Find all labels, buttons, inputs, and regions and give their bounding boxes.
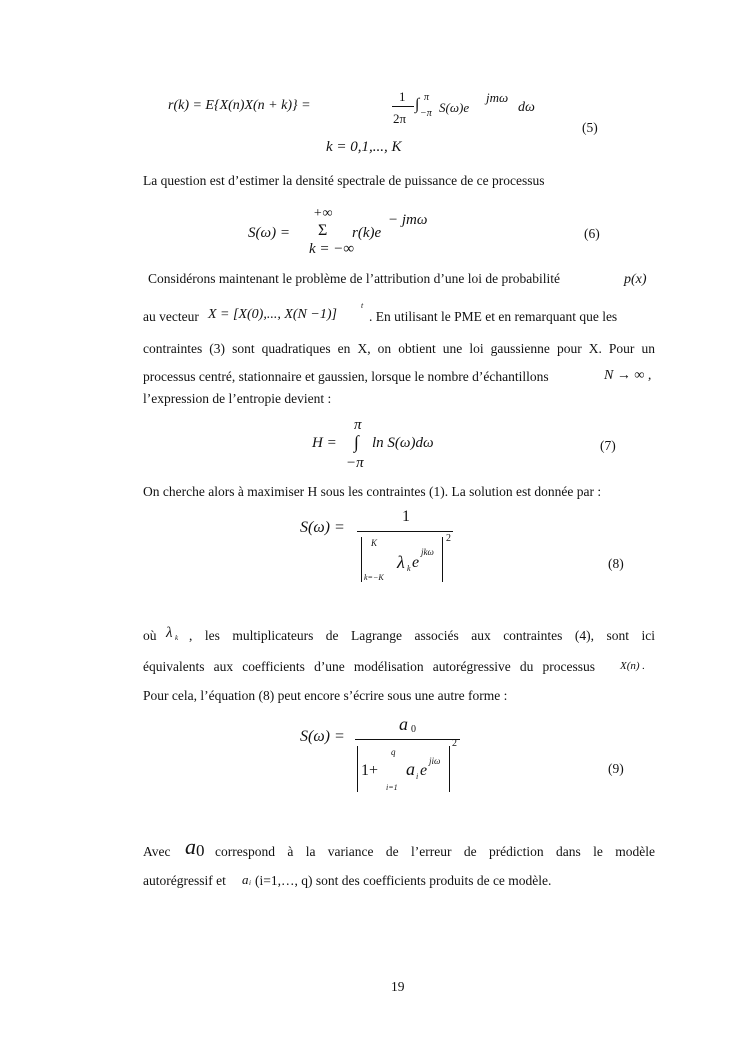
page-number: 19 bbox=[391, 979, 405, 994]
eq9-one-plus: 1+ bbox=[361, 762, 379, 779]
eq5-exponent: jmω bbox=[486, 90, 509, 105]
paragraph-3: On cherche alors à maximiser H sous les contraintes (1). La solution est donnée par : bbox=[143, 484, 602, 499]
eq8-sum-lower: k=−K bbox=[364, 573, 384, 582]
paragraph-1: La question est d’estimer la densité spectrale de puissance de ce processus bbox=[143, 173, 545, 188]
eq8-abs-right bbox=[442, 537, 443, 582]
eq9-power: 2 bbox=[452, 738, 457, 749]
eq7-integrand: ln S(ω)dω bbox=[372, 435, 434, 451]
eq5-condition: k = 0,1,..., K bbox=[326, 139, 402, 155]
eq8-abs-left bbox=[361, 537, 362, 582]
eq9-number: (9) bbox=[608, 761, 624, 776]
eq6-sum-upper: +∞ bbox=[313, 206, 333, 221]
eq9-abs-right bbox=[449, 746, 450, 792]
eq6-exponent: − jmω bbox=[388, 212, 428, 228]
eq9-a: a bbox=[406, 759, 415, 779]
eq8-lambda-sub: k bbox=[407, 564, 411, 573]
paragraph-2-math-px: p(x) bbox=[624, 272, 647, 287]
paragraph-5-ai: a bbox=[242, 872, 249, 887]
paragraph-2-line-3: contraintes (3) sont quadratiques en X, on obtient une loi gaussienne pour X. Pour un bbox=[143, 341, 655, 356]
paragraph-5-a0-sub: 0 bbox=[196, 841, 205, 860]
paragraph-5-a0: a bbox=[185, 834, 196, 859]
eq8-power: 2 bbox=[446, 533, 451, 544]
eq9-e: e bbox=[420, 762, 428, 779]
eq8-e: e bbox=[412, 554, 420, 571]
eq5-number: (5) bbox=[582, 120, 598, 135]
paragraph-2-line-2-start: au vecteur bbox=[143, 309, 199, 324]
eq9-abs-left bbox=[357, 746, 358, 792]
eq5-differential: dω bbox=[518, 100, 535, 115]
eq9-fraction-bar bbox=[355, 739, 460, 740]
paragraph-2-transpose: t bbox=[361, 301, 364, 310]
eq5-integrand: S(ω)e bbox=[439, 100, 470, 115]
eq9-sum-lower: i=1 bbox=[386, 783, 398, 792]
eq6-sum: Σ bbox=[318, 222, 328, 239]
paragraph-4-lambda-sub: k bbox=[175, 634, 179, 642]
eq7-lhs: H = bbox=[312, 435, 337, 451]
eq7-integral: ∫ bbox=[354, 432, 359, 452]
paragraph-5-ai-sub: i bbox=[249, 879, 251, 887]
eq9-numerator-sub: 0 bbox=[411, 724, 416, 735]
eq5-upper-limit: π bbox=[424, 92, 430, 103]
paragraph-4-lambda: λ bbox=[166, 625, 173, 641]
eq5-lhs: r(k) = E{X(n)X(n + k)} = bbox=[168, 98, 311, 113]
eq7-lower-limit: −π bbox=[346, 455, 364, 471]
paragraph-5-start: Avec bbox=[143, 844, 171, 859]
eq8-lhs: S(ω) = bbox=[300, 519, 345, 536]
paragraph-4-line-2: équivalents aux coefficients d’une modélisation autorégressive du processus bbox=[143, 659, 595, 674]
eq8-exponent: jkω bbox=[421, 547, 434, 557]
paragraph-4-line-1: , les multiplicateurs de Lagrange associés aux contraintes (4), sont ici bbox=[189, 628, 655, 643]
eq6-term: r(k)e bbox=[352, 225, 382, 241]
eq9-numerator: a bbox=[399, 714, 408, 734]
paragraph-2-line-5: l’expression de l’entropie devient : bbox=[143, 391, 332, 406]
eq5-integral: ∫ bbox=[415, 96, 420, 113]
eq7-upper-limit: π bbox=[354, 417, 362, 433]
paragraph-4-start: où bbox=[143, 628, 157, 643]
paragraph-4-math-xn: X(n) . bbox=[620, 660, 646, 672]
eq6-lhs: S(ω) = bbox=[248, 225, 290, 241]
paragraph-5-line-2-end: (i=1,…, q) sont des coefficients produits de ce modèle. bbox=[255, 873, 552, 888]
eq8-number: (8) bbox=[608, 556, 624, 571]
eq5-lower-limit: −π bbox=[420, 108, 432, 119]
eq6-number: (6) bbox=[584, 226, 600, 241]
eq9-a-sub: i bbox=[416, 772, 419, 781]
eq9-lhs: S(ω) = bbox=[300, 728, 345, 745]
eq7-number: (7) bbox=[600, 438, 616, 453]
paragraph-2-math-n: N → ∞ , bbox=[604, 368, 652, 383]
eq8-numerator: 1 bbox=[402, 508, 410, 525]
eq6-sum-lower: k = −∞ bbox=[309, 241, 355, 257]
eq5-fraction-bar bbox=[392, 106, 414, 107]
eq9-sum-upper: q bbox=[391, 747, 396, 757]
paragraph-2-line-1: Considérons maintenant le problème de l’attribution d’une loi de probabilité bbox=[148, 271, 561, 286]
paragraph-5-line-1: correspond à la variance de l’erreur de prédiction dans le modèle bbox=[215, 844, 655, 859]
eq8-lambda: λ bbox=[397, 552, 405, 572]
paragraph-4-line-3: Pour cela, l’équation (8) peut encore s’écrire sous une autre forme : bbox=[143, 688, 508, 703]
eq8-fraction-bar bbox=[357, 531, 453, 532]
eq8-sum-upper: K bbox=[371, 538, 378, 548]
eq5-frac-den: 2π bbox=[393, 111, 407, 126]
paragraph-5-line-2-start: autorégressif et bbox=[143, 873, 226, 888]
paragraph-2-vector: X = [X(0),..., X(N −1)] bbox=[208, 307, 337, 322]
paragraph-2-line-2-end: . En utilisant le PME et en remarquant que les bbox=[369, 309, 618, 324]
eq5-frac-num: 1 bbox=[399, 89, 406, 104]
eq9-exponent: jiω bbox=[429, 756, 441, 766]
paragraph-2-line-4: processus centré, stationnaire et gaussien, lorsque le nombre d’échantillons bbox=[143, 369, 549, 384]
